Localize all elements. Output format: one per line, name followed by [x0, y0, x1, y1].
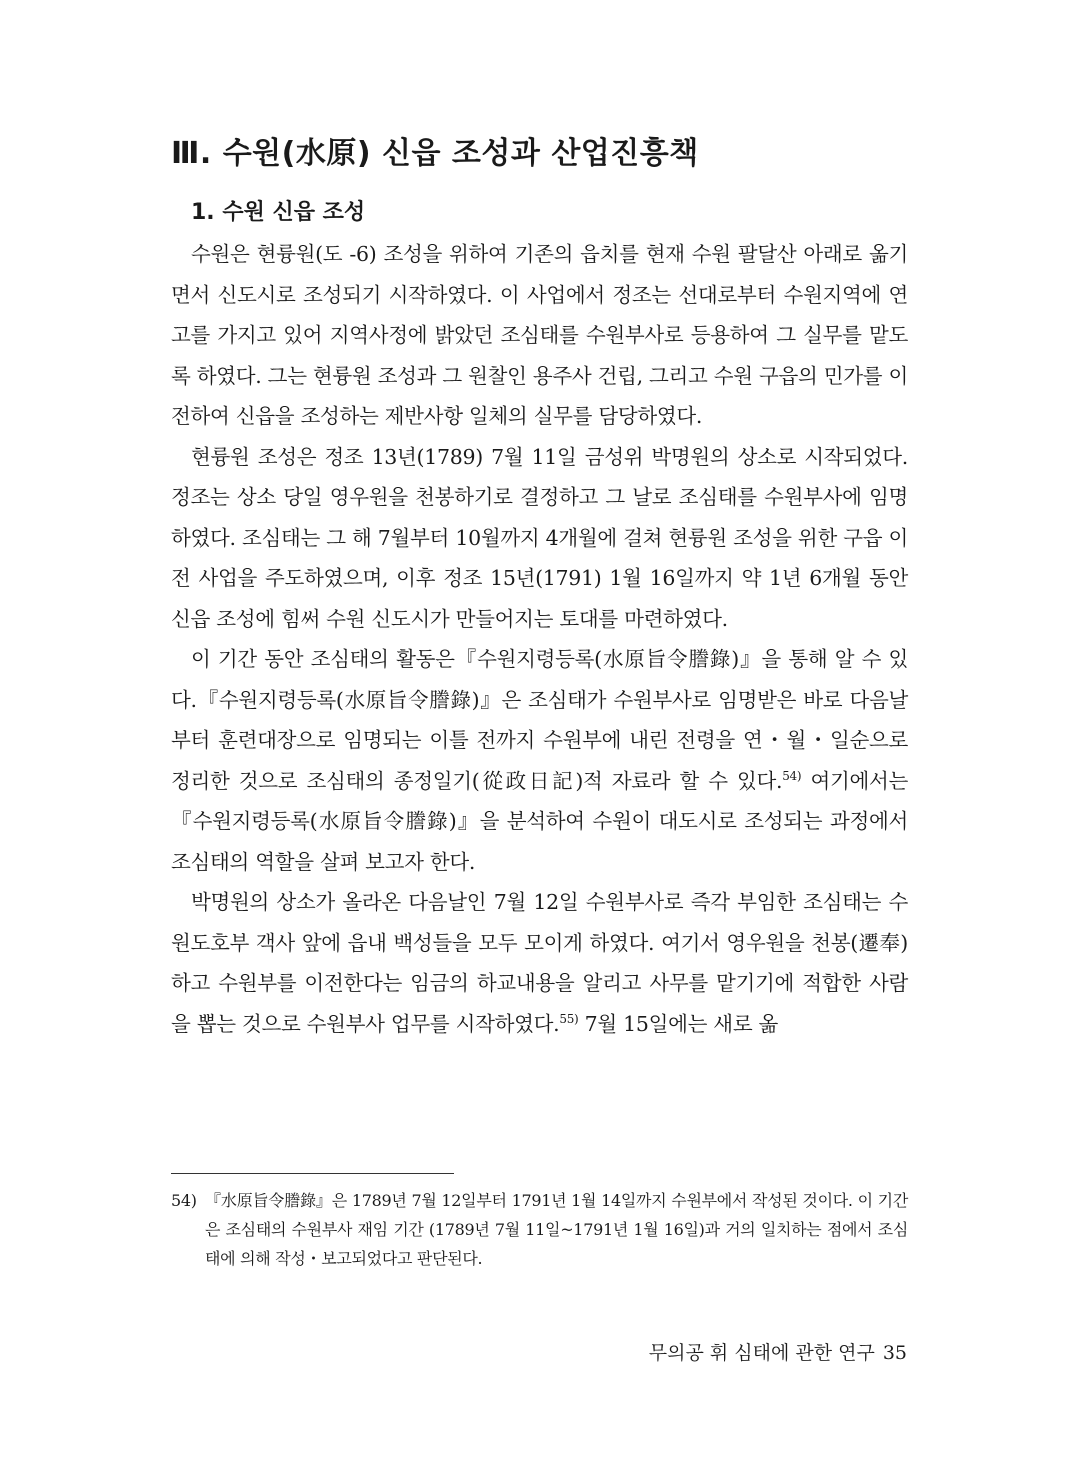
chapter-title: Ⅲ. 수원(水原) 신읍 조성과 산업진흥책 — [171, 136, 699, 171]
footnote-text: 『水原旨令謄錄』은 1789년 7월 12일부터 1791년 1월 14일까지 수원부에서 작성된 것이다. 이 기간은 조심태의 수원부사 재임 기간 (1789년 7월 11일~1791년 1월 16일)과 거의 일치하는 점에서 조심태에 의해 작성・보고되었다고 판단된다. — [205, 1191, 908, 1268]
footnote-ref-55[interactable]: 55) — [559, 1011, 579, 1026]
paragraph-1: 수원은 현륭원(도 -6) 조성을 위하여 기존의 읍치를 현재 수원 팔달산 아래로 옮기면서 신도시로 조성되기 시작하였다. 이 사업에서 정조는 선대로부터 수원지역에 연고를 가지고 있어 지역사정에 밝았던 조심태를 수원부사로 등용하여 그 실무를 맡도록 하였다. 그는 현륭원 조성과 그 원찰인 용주사 건립, 그리고 수원 구읍의 민가를 이전하여 신읍을 조성하는 제반사항 일체의 실무를 담당하였다. — [171, 242, 908, 428]
running-title: 무의공 휘 심태에 관한 연구 — [648, 1342, 875, 1364]
section-title: 1. 수원 신읍 조성 — [191, 200, 366, 225]
footnote-ref-54[interactable]: 54) — [782, 768, 802, 783]
paragraph-3-text-b: 여기에서는『수원지령등록(水原旨令謄錄)』을 분석하여 수원이 대도시로 조성되는 과정에서 조심태의 역할을 살펴 보고자 한다. — [171, 768, 908, 874]
paragraph-4-text-b: 7월 15일에는 새로 옮 — [578, 1011, 779, 1036]
footnote-divider — [171, 1173, 454, 1174]
body-text — [171, 234, 908, 1044]
paragraph-4-text-a: 박명원의 상소가 올라온 다음날인 7월 12일 수원부사로 즉각 부임한 조심태는 수원도호부 객사 앞에 읍내 백성들을 모두 모이게 하였다. 여기서 영우원을 천봉(遷奉)하고 수원부를 이전한다는 임금의 하교내용을 알리고 사무를 맡기기에 적합한 사람을 뽑는 것으로 수원부사 업무를 시작하였다. — [171, 890, 908, 1036]
page-number: 35 — [882, 1342, 907, 1364]
paragraph-4 — [171, 882, 908, 1044]
page-footer — [620, 1338, 907, 1365]
paragraph-3-text-a: 이 기간 동안 조심태의 활동은『수원지령등록(水原旨令謄錄)』을 통해 알 수 있다.『수원지령등록(水原旨令謄錄)』은 조심태가 수원부사로 임명받은 바로 다음날부터 훈련대장으로 임명되는 이틀 전까지 수원부에 내린 전령을 연・월・일순으로 정리한 것으로 조심태의 종정일기(從政日記)적 자료라 할 수 있다. — [171, 647, 908, 793]
paragraph-3 — [171, 639, 908, 882]
paragraph-2: 현륭원 조성은 정조 13년(1789) 7월 11일 금성위 박명원의 상소로 시작되었다. 정조는 상소 당일 영우원을 천봉하기로 결정하고 그 날로 조심태를 수원부사에 임명하였다. 조심태는 그 해 7월부터 10월까지 4개월에 걸쳐 현륭원 조성을 위한 구읍 이전 사업을 주도하였으며, 이후 정조 15년(1791) 1월 16일까지 약 1년 6개월 동안 신읍 조성에 힘써 수원 신도시가 만들어지는 토대를 마련하였다. — [171, 444, 908, 631]
footnote-54 — [171, 1186, 908, 1273]
footnote-number: 54) — [171, 1191, 197, 1210]
